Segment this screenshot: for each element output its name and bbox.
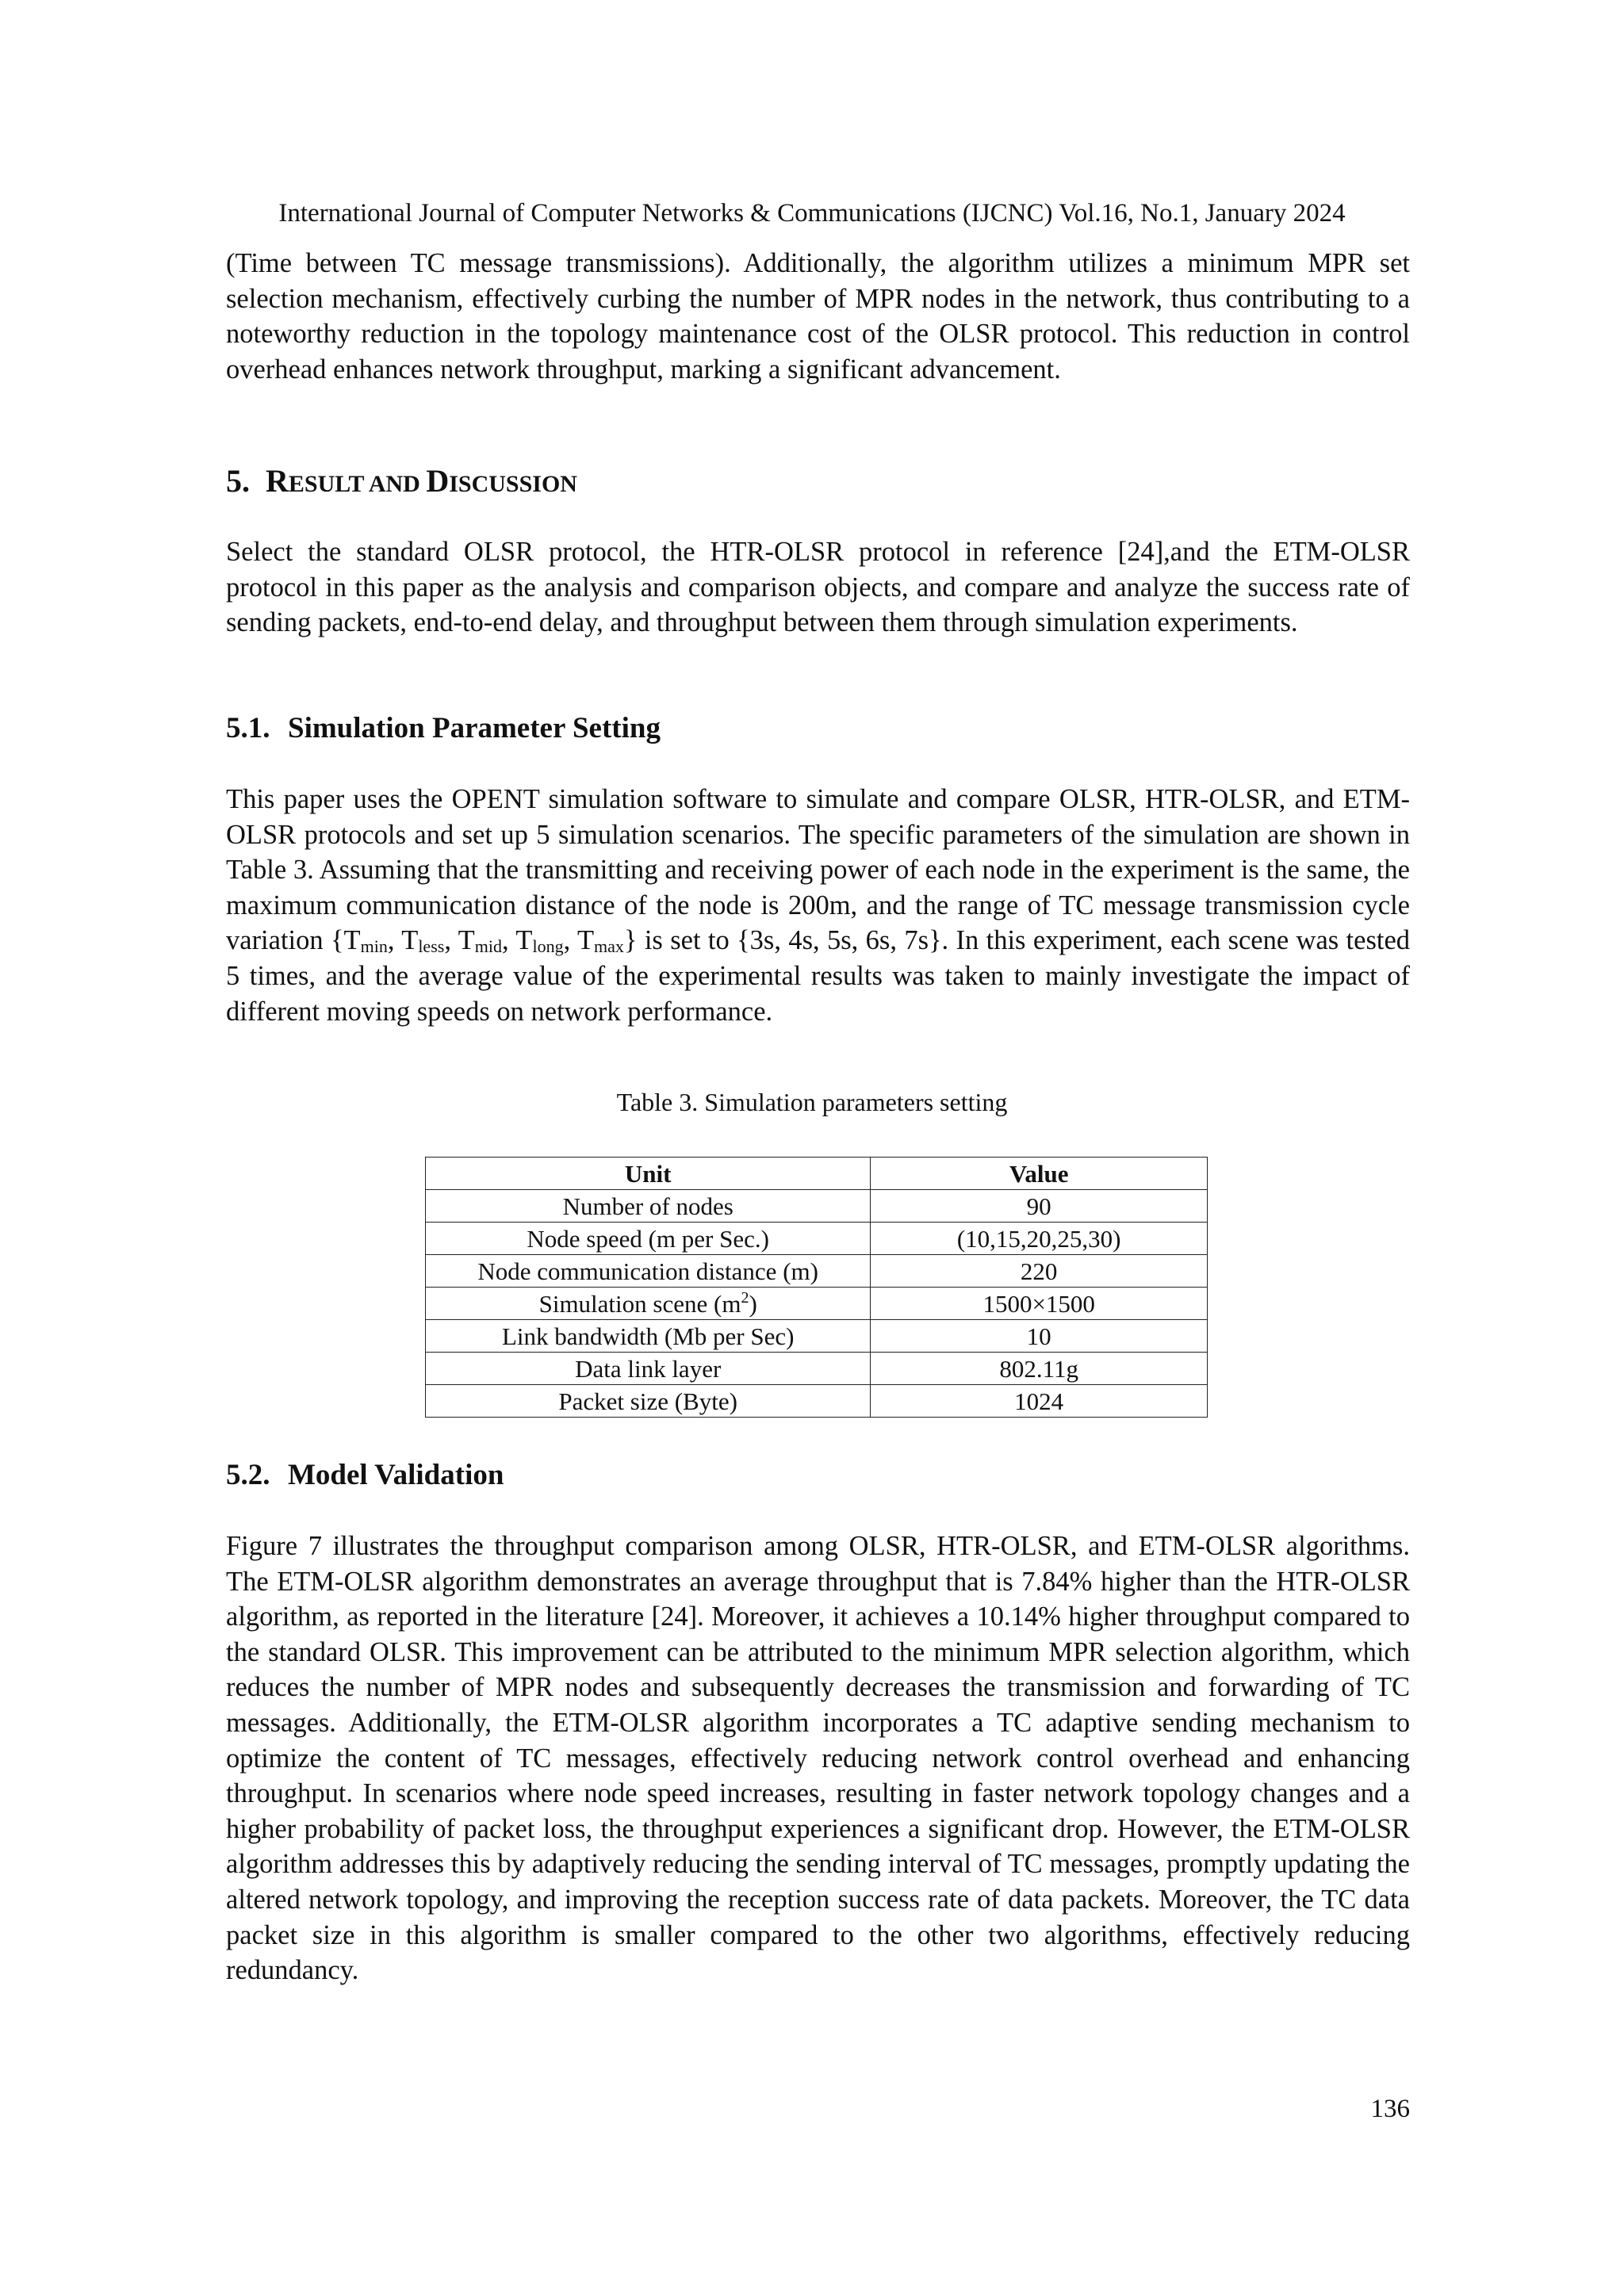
- subsection-number: 5.2.: [226, 1459, 270, 1491]
- cell-value: 1500×1500: [871, 1288, 1208, 1320]
- section-5-2-paragraph-block: [226, 1529, 1410, 1988]
- cell-unit: Link bandwidth (Mb per Sec): [426, 1320, 871, 1353]
- table-row: [426, 1385, 1208, 1418]
- section-5-1-heading: [226, 710, 1410, 747]
- section-number: 5.: [226, 463, 250, 499]
- cell-unit: Packet size (Byte): [426, 1385, 871, 1418]
- cell-value: 10: [871, 1320, 1208, 1353]
- intro-paragraph-block: [226, 246, 1410, 387]
- cell-unit: Simulation scene $(m^2)$: [426, 1288, 871, 1320]
- cell-unit: Node speed (m per Sec.): [426, 1223, 871, 1255]
- page-number: 136: [1370, 2095, 1410, 2123]
- table-row: [426, 1255, 1208, 1288]
- header-unit: Unit: [426, 1158, 871, 1190]
- cell-value: 90: [871, 1190, 1208, 1223]
- section-5-heading: [226, 461, 1410, 504]
- table-row: [426, 1288, 1208, 1320]
- cell-value: 1024: [871, 1385, 1208, 1418]
- table-row: [426, 1223, 1208, 1255]
- table-row: [426, 1320, 1208, 1353]
- cell-unit: Number of nodes: [426, 1190, 871, 1223]
- section-5-1-paragraph: This paper uses the OPENT simulation software to simulate and compare OLSR, HTR-OLSR, and ETM-OLSR protocols and set up 5 simulation scenarios. The specific parameters of the simulation are shown in Table 3. Assuming that the transmitting and receiving power of each node in the experiment is the same, the maximum communication distance of the node is 200m, and the range of TC message transmission cycle variation {$T_{min}$, $T_{less}$, $T_{mid}$, $T_{long}$, $T_{max}$} is set to {3s, 4s, 5s, 6s, 7s}. In this experiment, each scene was tested 5 times, and the average value of the experimental results was taken to mainly investigate the impact of different moving speeds on network performance.: [226, 784, 1411, 1027]
- section-5-paragraph-block: [226, 534, 1410, 641]
- cell-unit: Node communication distance (m): [426, 1255, 871, 1288]
- subsection-number: 5.1.: [226, 712, 270, 744]
- cell-value: 220: [871, 1255, 1208, 1288]
- table-row: [426, 1190, 1208, 1223]
- subsection-title: 5.2. Model Validation: [226, 1457, 1410, 1494]
- section-5-paragraph: Select the standard OLSR protocol, the HTR-OLSR protocol in reference [24],and the ETM-OLSR protocol in this paper as the analysis and comparison objects, and compare and analyze the success rate of sending packets, end-to-end delay, and throughput between them through simulation experiments.: [226, 537, 1410, 638]
- section-5-2-paragraph: Figure 7 illustrates the throughput comparison among OLSR, HTR-OLSR, and ETM-OLSR algorithms. The ETM-OLSR algorithm demonstrates an average throughput that is 7.84% higher than the HTR-OLSR algorithm, as reported in the literature [24]. Moreover, it achieves a 10.14% higher throughput compared to the standard OLSR. This improvement can be attributed to the minimum MPR selection algorithm, which reduces the number of MPR nodes and subsequently decreases the transmission and forwarding of TC messages. Additionally, the ETM-OLSR algorithm incorporates a TC adaptive sending mechanism to optimize the content of TC messages, effectively reducing network control overhead and enhancing throughput. In scenarios where node speed increases, resulting in faster network topology changes and a higher probability of packet loss, the throughput experiences a significant drop. However, the ETM-OLSR algorithm addresses this by adaptively reducing the sending interval of TC messages, promptly updating the altered network topology, and improving the reception success rate of data packets. Moreover, the TC data packet size in this algorithm is smaller compared to the other two algorithms, effectively reducing redundancy.: [226, 1531, 1410, 1986]
- section-5-2-heading: [226, 1457, 1410, 1494]
- cell-value: 802.11g: [871, 1353, 1208, 1385]
- table-header-row: [426, 1158, 1208, 1190]
- header-value: Value: [871, 1158, 1208, 1190]
- cell-unit: Data link layer: [426, 1353, 871, 1385]
- section-5-1-paragraph-block: [226, 782, 1410, 1029]
- section-title: 5. RESULT AND DISCUSSION: [226, 463, 577, 499]
- table-caption: Table 3. Simulation parameters setting: [616, 1088, 1008, 1116]
- subsection-title: 5.1. Simulation Parameter Setting: [226, 710, 1410, 747]
- table-row: [426, 1353, 1208, 1385]
- cell-value: (10,15,20,25,30): [871, 1223, 1208, 1255]
- journal-header: International Journal of Computer Networks & Communications (IJCNC) Vol.16, No.1, January 2024: [278, 199, 1346, 228]
- simulation-parameters-table: [425, 1157, 1208, 1418]
- intro-paragraph: (Time between TC message transmissions). Additionally, the algorithm utilizes a minimum MPR set selection mechanism, effectively curbing the number of MPR nodes in the network, thus contributing to a noteworthy reduction in the topology maintenance cost of the OLSR protocol. This reduction in control overhead enhances network throughput, marking a significant advancement.: [226, 248, 1410, 385]
